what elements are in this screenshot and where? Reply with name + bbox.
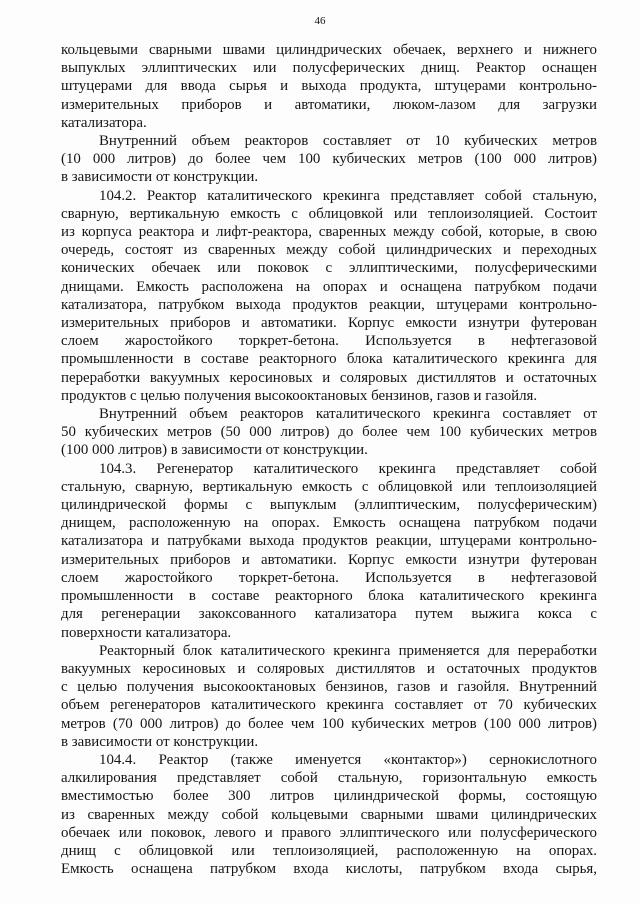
text-line: измерительных приборов и автоматики. Корпус емкости изнутри футерован	[61, 315, 597, 332]
text-line: обечаек или поковок, левого и правого эллиптического или полусферического	[61, 824, 597, 841]
text-line: днищами. Емкость расположена на опорах и оснащена патрубком подачи	[61, 278, 597, 295]
text-line: выпуклых эллиптических или полусферических днищ. Реактор оснащен	[61, 60, 597, 77]
text-line: днищ с облицовкой или теплоизоляцией, расположенную на опорах.	[61, 842, 597, 859]
text-line: Внутренний объем реакторов составляет от 10 кубических метров	[99, 133, 597, 150]
text-line: 104.2. Реактор каталитического крекинга представляет собой стальную,	[99, 187, 597, 204]
text-line: сварную, вертикальную емкость с облицовкой или теплоизоляцией. Состоит	[61, 205, 597, 222]
text-line: измерительных приборов и автоматики. Корпус емкости изнутри футерован	[61, 551, 597, 568]
text-line: 104.4. Реактор (также именуется «контактор») сернокислотного	[99, 751, 597, 768]
document-body-text	[61, 41, 597, 878]
text-line: поверхности катализатора.	[61, 624, 232, 641]
text-line: переработки вакуумных керосиновых и соляровых дистиллятов и остаточных	[61, 369, 597, 386]
text-line: для регенерации закоксованного катализатора путем выжига кокса с	[61, 606, 597, 623]
text-line: 50 кубических метров (50 000 литров) до более чем 100 кубических метров	[61, 424, 597, 441]
text-line: вакуумных керосиновых и соляровых дистиллятов и остаточных продуктов	[61, 660, 597, 677]
text-line: измерительных приборов и автоматики, люком-лазом для загрузки	[61, 96, 597, 113]
text-line: метров (70 000 литров) до более чем 100 кубических метров (100 000 литров)	[61, 715, 597, 732]
text-line: Внутренний объем реакторов каталитического крекинга составляет от	[99, 406, 597, 423]
text-line: вместимостью более 300 литров цилиндрической формы, состоящую	[61, 788, 597, 805]
text-line: из сваренных между собой кольцевыми сварными швами цилиндрических	[61, 806, 597, 823]
text-line: конических обечаек или поковок с эллиптическими, полусферическими	[61, 260, 597, 277]
text-line: (100 000 литров) в зависимости от конструкции.	[61, 442, 368, 459]
text-line: слоем жаростойкого торкрет-бетона. Используется в нефтегазовой	[61, 333, 597, 350]
text-line: Реакторный блок каталитического крекинга применяется для переработки	[99, 642, 597, 659]
text-line: Емкость оснащена патрубком входа кислоты, патрубком входа сырья,	[61, 861, 597, 878]
page-number: 46	[314, 15, 326, 27]
text-line: (10 000 литров) до более чем 100 кубических метров (100 000 литров)	[61, 151, 597, 168]
text-line: стальную, сварную, вертикальную емкость с облицовкой или теплоизоляцией	[61, 478, 597, 495]
text-line: днищем, расположенную на опорах. Емкость оснащена патрубком подачи	[61, 515, 597, 532]
text-line: штуцерами для ввода сырья и выхода продукта, штуцерами контрольно-	[61, 78, 597, 95]
text-line: с целью получения высокооктановых бензинов, газов и газойля. Внутренний	[61, 679, 597, 696]
text-line: кольцевыми сварными швами цилиндрических обечаек, верхнего и нижнего	[61, 42, 597, 58]
text-line: 104.3. Регенератор каталитического крекинга представляет собой	[99, 460, 597, 477]
text-line: продуктов с целью получения высокооктановых бензинов, газов и газойля.	[61, 387, 538, 404]
text-line: катализатора и патрубками выхода продуктов реакции, штуцерами контрольно-	[61, 533, 597, 550]
text-line: цилиндрической формы с выпуклым (эллиптическим, полусферическим)	[61, 497, 597, 514]
text-line: из корпуса реактора и лифт-реактора, сваренных между собой, которые, в свою	[61, 224, 597, 241]
text-line: очередь, состоят из сваренных между собой цилиндрических и переходных	[61, 242, 597, 259]
text-line: катализатора.	[61, 114, 147, 131]
text-line: в зависимости от конструкции.	[61, 169, 259, 186]
text-line: объем регенераторов каталитического крекинга составляет от 70 кубических	[61, 697, 597, 714]
text-line: катализатора, патрубком выхода продуктов реакции, штуцерами контрольно-	[61, 296, 597, 313]
text-line: промышленности в составе реакторного блока каталитического крекинга для	[61, 351, 597, 368]
text-line: алкилирования представляет собой стальную, горизонтальную емкость	[61, 770, 597, 787]
text-line: в зависимости от конструкции.	[61, 733, 259, 750]
text-line: слоем жаростойкого торкрет-бетона. Используется в нефтегазовой	[61, 569, 597, 586]
text-line: промышленности в составе реакторного блока каталитического крекинга	[61, 588, 597, 605]
